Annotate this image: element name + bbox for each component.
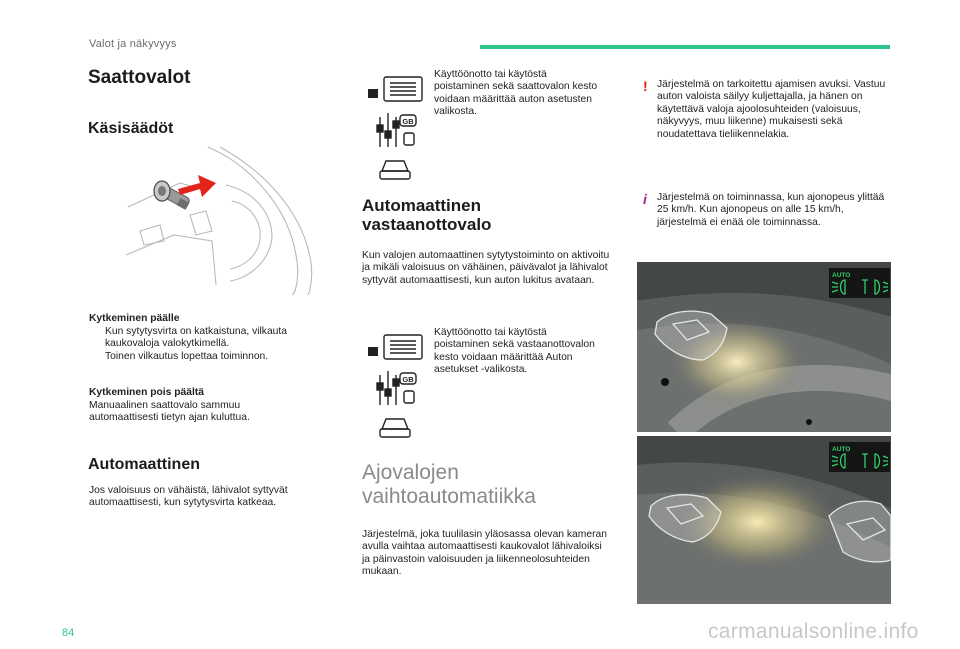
car-icon (380, 419, 410, 437)
list-item (89, 351, 334, 363)
warning-icon: ! (643, 78, 648, 94)
screen-icon (368, 347, 378, 356)
warning-text: Järjestelmä on tarkoitettu ajamisen avuksi. Vastuu auton valoista säilyy kuljettajalla, ja hänen on käytettävä valoja ajoolosuhteiden (valoisuus, näkyvyys, muu liikenne) mukaisesti sekä noudatettava tieliikennelakia. (657, 79, 886, 140)
title-ajovalojen: Ajovalojen (362, 461, 459, 484)
info-text: Järjestelmä on toiminnassa, kun ajonopeus ylittää 25 km/h. Kun ajonopeus on alle 15 km/h, järjestelmä ei enää ole toiminnassa. (657, 192, 885, 228)
auto-badge-label: AUTO (832, 272, 851, 279)
headlight-icon (832, 280, 845, 294)
title-automaattinen: Automaattinen (362, 196, 481, 215)
title-saattovalot: Saattovalot (88, 67, 191, 88)
section-header-bar (480, 45, 890, 49)
bullet-icon (89, 326, 105, 351)
watermark: carmanualsonline.info (708, 620, 919, 643)
off-heading: Kytkeminen pois päältä (89, 387, 205, 398)
auto-headlight-indicator-2 (829, 442, 890, 472)
off-text: Manuaalinen saattovalo sammuu automaattisesti tietyn ajan kuluttua. (89, 400, 250, 424)
steering-wheel-illustration (120, 145, 320, 295)
on-heading: Kytkeminen päälle (89, 313, 180, 324)
screen-menu-icon (384, 77, 422, 101)
on-item-2: Toinen vilkautus lopettaa toiminnon. (105, 350, 269, 362)
info-text-1: Käyttöönotto tai käytöstä poistaminen sekä saattovalon kesto voidaan määrittää auton asetusten valikosta. (434, 69, 598, 118)
info-text-2: Käyttöönotto tai käytöstä poistaminen sekä vastaanottovalon kesto voidaan määrittää Auton asetukset -valikosta. (434, 327, 595, 376)
text-vaihtoautomatiikka: Järjestelmä, joka tuulilasin yläosassa olevan kameran avulla vaihtaa automaattisesti kaukovalot lähivaloiksi ja päinvastoin valoisuuden ja liikenneolosuhteiden mukaan. (362, 529, 607, 578)
bullet-icon (89, 351, 105, 363)
screen-icon (368, 89, 378, 98)
info-callout (643, 192, 893, 229)
title-vaihtoautomatiikka: vaihtoautomatiikka (362, 485, 536, 508)
headlight-icon (832, 454, 845, 468)
title-vastaanottovalo: vastaanottovalo (362, 215, 492, 234)
auto-text: Jos valoisuus on vähäistä, lähivalot syttyvät automaattisesti, kun sytytysvirta katkeaa. (89, 485, 288, 509)
section-header-label: Valot ja näkyvyys (89, 38, 177, 50)
svg-text:GB: GB (402, 375, 414, 384)
page-number: 84 (62, 627, 75, 639)
list-item (89, 326, 334, 351)
on-item-1: Kun sytytysvirta on katkaistuna, vilkauta kaukovaloja valokytkimellä. (105, 326, 287, 350)
warning-callout (643, 79, 893, 141)
photo-high-beam (637, 436, 891, 604)
info-icon: i (643, 191, 647, 207)
svg-text:GB: GB (402, 117, 414, 126)
high-beam-icon (862, 454, 888, 468)
auto-title: Automaattinen (88, 456, 200, 473)
auto-badge-label: AUTO (832, 446, 851, 453)
auto-headlight-indicator (829, 268, 890, 298)
on-list (89, 326, 334, 363)
text-vastaanottovalo: Kun valojen automaattinen sytytystoiminto on aktivoitu ja mikäli valoisuus on vähäinen, päivävalot ja lähivalot syttyvät automaattisesti, kun auton lukitus avataan. (362, 250, 610, 286)
menu-icons-group-2 (364, 333, 424, 443)
high-beam-icon (862, 280, 888, 294)
screen-menu-icon (384, 335, 422, 359)
car-icon (380, 161, 410, 179)
photo-dipped-beam (637, 262, 891, 432)
menu-icons-group-1 (364, 75, 424, 185)
subtitle-kasisaadot: Käsisäädöt (88, 120, 174, 137)
